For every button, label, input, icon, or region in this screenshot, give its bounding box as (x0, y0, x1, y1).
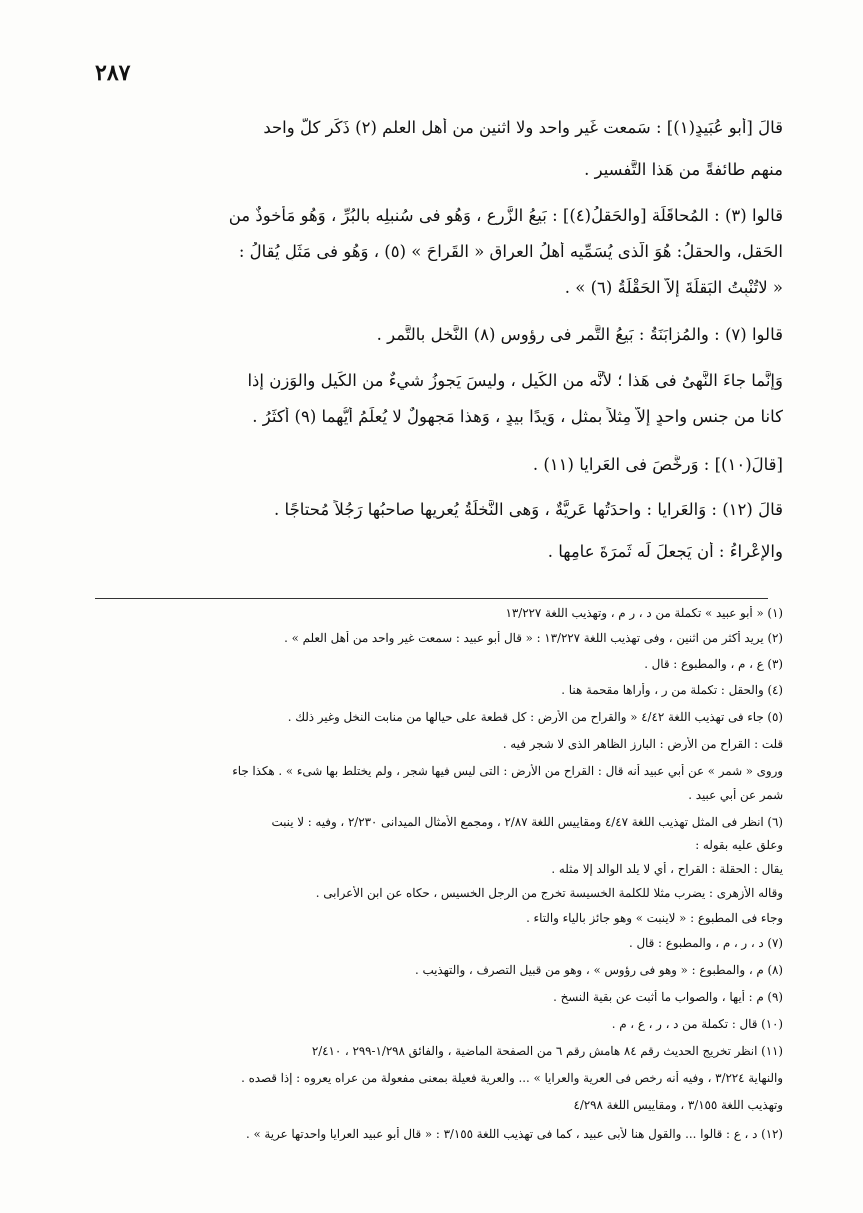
main-text-line: كانا من جنسٍ واحدٍ إلاَّ مِثلاً بمثلٍ ، وَيدًا بيدٍ ، وَهذا مَجهولٌ لا يُعلَمُ أَيُّهما (٩) أكثَرُ . (252, 407, 783, 426)
footnote-line: وروى « شمر » عن أبي عبيد أنه قال : القراح من الأرض : التى ليس فيها شجر ، ولم يختلط بها شىء » . هكذا جاء (232, 764, 783, 778)
footnote-line: (١١) انظر تخريج الحديث رقم ٨٤ هامش رقم ٦ من الصفحة الماضية ، والفائق ١/٢٩٨-٢٩٩ ، ٢/٤١٠ (311, 1044, 783, 1058)
main-text-line: والإِعْراءُ : أَن يَجعلَ لَه ثَمرَةَ عامِها . (547, 542, 783, 561)
footnote-line: (٥) جاء فى تهذيب اللغة ٤/٤٢ « والقراح من الأرض : كل قطعة على حيالها من منابت النخل وغير ذلك . (287, 710, 783, 724)
footnote-line: (٧) د ، ر ، م ، والمطبوع : قال . (628, 936, 783, 950)
main-text-line: قالَ (١٢) : وَالعَرايا : واحدَتُها عَرِيَّةٌ ، وَهى النَّخلَةُ يُعرِيها صاحبُها رَجُلاً مُحتاجًا . (274, 500, 783, 519)
footnote-line: شمر عن أبي عبيد . (688, 788, 783, 802)
footnote-line: (٨) م ، والمطبوع : « وهو فى رؤوس » ، وهو من قبيل التصرف ، والتهذيب . (415, 963, 783, 977)
main-text-line: قالوا (٣) : المُحاقَلَة [والحَقلُ(٤)] : بَيعُ الزَّرع ، وَهُو فى سُنبلِه بالبُرِّ ، وَهُو مَأْخوذٌ من (228, 206, 783, 225)
main-text-line: [قالَ(١٠)] : وَرخَّصَ فى العَرايا (١١) . (532, 455, 783, 474)
footnote-line: (١٠) قال : تكملة من د ، ر ، ع ، م . (611, 1017, 783, 1031)
footnote-line: وجاء فى المطبوع : « لاينبت » وهو جائز بالياء والتاء . (526, 911, 783, 925)
footnote-line: يقال : الحقلة : القراح ، أي لا يلد الوالد إلا مثله . (551, 862, 783, 876)
footnote-line: (٣) ع ، م ، والمطبوع : قال . (644, 657, 783, 671)
main-text-line: الحَقلِ، والحقلُ: هُوَ الَّذى يُسَمِّيه أَهلُ العراق « القَراحَ » (٥) ، وَهُو فى مَثَلٍ يُقالُ : (238, 242, 783, 261)
main-text-line: قالَ [أَبو عُبَيدٍ(١)] : سَمعت غَير واحد ولا اثنين من أهل العلم (٢) ذَكَر كلَّ واحد (263, 118, 783, 137)
footnote-line: (٤) والحقل : تكملة من ر ، وأراها مقحمة هنا . (561, 683, 783, 697)
main-text-line: قالوا (٧) : والمُزابَنَةُ : بَيعُ التَّمر فى رؤوسِ (٨) النَّخلِ بالتَّمرِ . (376, 325, 783, 344)
main-text-line: منهم طائفةً من هَذا التَّفسير . (584, 160, 783, 179)
footnote-line: (١٢) د ، ع : قالوا ... والقول هنا لأبى عبيد ، كما فى تهذيب اللغة ٣/١٥٥ : « قال أبو عبيد العرايا واحدتها عرية » . (245, 1127, 783, 1141)
main-text-line: وَإِنَّما جاءَ النَّهىُ فى هَذا ؛ لأنَّه من الكَيلِ ، وليسَ يَجوزُ شيءٌ من الكَيلِ والوَزنِ إِذا (247, 371, 783, 390)
footnote-line: (١) « أبو عبيد » تكملة من د ، ر م ، وتهذيب اللغة ١٣/٢٢٧ (505, 606, 783, 620)
footnote-line: (٩) م : أيها ، والصواب ما أثبت عن بقية النسخ . (553, 990, 783, 1004)
footnote-separator (95, 598, 768, 599)
footnote-line: وقاله الأزهرى : يضرب مثلا للكلمة الخسيسة تخرج من الرجل الخسيس ، حكاه عن ابن الأعرابى . (315, 886, 783, 900)
footnote-line: (٦) انظر فى المثل تهذيب اللغة ٤/٤٧ ومقاييس اللغة ٢/٨٧ ، ومجمع الأمثال الميدانى ٢/٢٣٠ ، وفيه : لا ينبت (271, 815, 783, 829)
page-number: ٢٨٧ (95, 60, 131, 86)
main-text-line: « لاتُنْبِتُ البَقلَةَ إِلاَّ الحَقْلَةُ (٦) » . (564, 278, 783, 297)
footnote-line: والنهاية ٣/٢٢٤ ، وفيه أنه رخص فى العرية والعرايا » ... والعرية فعيلة بمعنى مفعولة من عراه يعروه : إذا قصده . (241, 1071, 783, 1085)
footnote-line: وعلق عليه بقوله : (695, 838, 783, 852)
footnote-line: وتهذيب اللغة ٣/١٥٥ ، ومقاييس اللغة ٤/٢٩٨ (573, 1098, 783, 1112)
footnote-line: قلت : القراح من الأرض : البارز الظاهر الذى لا شجر فيه . (502, 737, 783, 751)
footnote-line: (٢) يريد أكثر من اثنين ، وفى تهذيب اللغة ١٣/٢٢٧ : « قال أبو عبيد : سمعت غير واحد من أهل العلم » . (284, 631, 783, 645)
